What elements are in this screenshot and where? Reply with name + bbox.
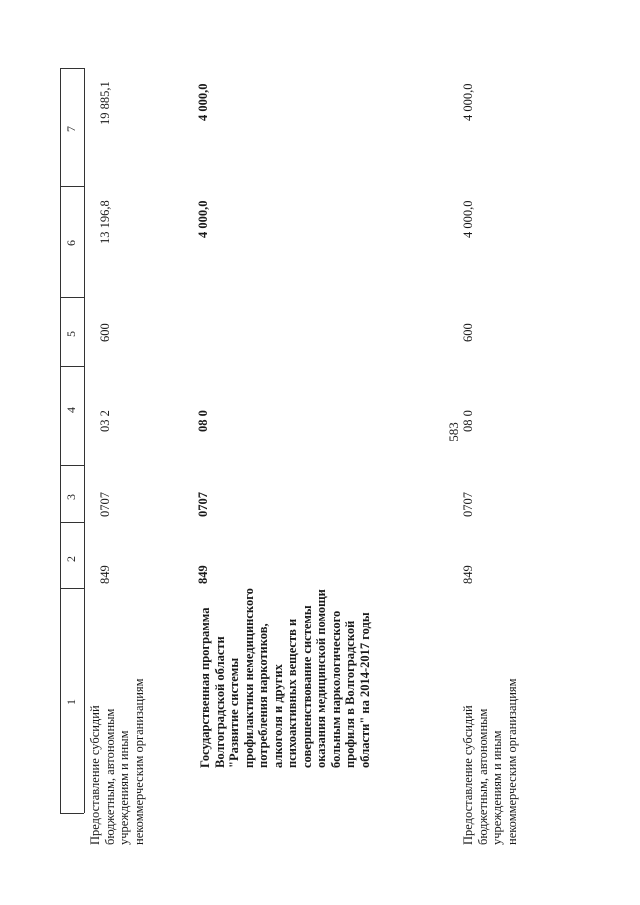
header-sep-5-6 (60, 297, 84, 298)
row-1-col-3: 0707 (98, 492, 112, 517)
row-1-name-line-2: бюджетным, автономным (102, 708, 117, 845)
header-col-6: 6 (64, 240, 78, 246)
row-2-name-line-11: профиля в Волгоградской (343, 620, 357, 768)
row-2-col-3: 0707 (196, 492, 210, 517)
row-1-col-2: 849 (98, 565, 112, 584)
row-2-name (198, 588, 372, 768)
row-2-name-line-9: оказания медицинской помощи (314, 589, 328, 768)
row-2-name-line-3: "Развитие системы (227, 657, 241, 768)
row-3-name-line-1: Предоставление субсидий (461, 705, 475, 845)
row-3-col-4: 08 0 (461, 410, 475, 432)
row-3-name-line-2: бюджетным, автономным (475, 708, 490, 845)
row-3-col-6: 4 000,0 (461, 200, 475, 238)
row-1-col-4: 03 2 (98, 410, 112, 432)
row-3-col-5: 600 (461, 323, 475, 342)
row-1-col-7: 19 885,1 (98, 81, 112, 125)
row-3-col-2: 849 (461, 565, 475, 584)
table-left-border (60, 68, 61, 813)
header-sep-4-5 (60, 366, 84, 367)
row-3-col-3: 0707 (461, 492, 475, 517)
header-col-7: 7 (64, 126, 78, 132)
row-3-col-7: 4 000,0 (461, 83, 475, 121)
header-sep-1-2 (60, 588, 84, 589)
row-2-name-line-6: алкоголя и других (270, 664, 285, 768)
row-2-col-2: 849 (196, 565, 210, 584)
row-2-name-line-5: потребления наркотиков, (256, 623, 270, 768)
table-bottom-border (60, 813, 84, 814)
row-2-name-line-8: совершенствование системы (299, 605, 314, 768)
table-top-border (60, 68, 84, 69)
header-col-2: 2 (64, 556, 78, 562)
row-1-col-5: 600 (98, 323, 112, 342)
row-2-name-line-4: профилактики немедицинского (241, 588, 256, 768)
header-sep-6-7 (60, 186, 84, 187)
header-col-3: 3 (64, 494, 78, 500)
row-1-name (88, 678, 146, 845)
header-sep-2-3 (60, 522, 84, 523)
row-2-name-line-10: больным наркологического (328, 610, 343, 768)
header-col-4: 4 (64, 407, 78, 413)
header-col-1: 1 (64, 699, 78, 705)
row-1-name-line-1: Предоставление субсидий (88, 705, 102, 845)
page-number: 583 (446, 422, 461, 442)
row-3-name-line-3: учреждениям и иным (490, 730, 504, 845)
row-2-col-4: 08 0 (196, 410, 210, 432)
row-1-col-6: 13 196,8 (98, 200, 112, 244)
row-3-name (461, 678, 519, 845)
row-2-name-line-12: области" на 2014-2017 годы (357, 612, 372, 768)
row-1-name-line-3: учреждениям и иным (117, 730, 131, 845)
row-3-name-line-4: некоммерческим организациям (504, 678, 519, 845)
table-header-divider (84, 68, 85, 813)
row-2-name-line-7: психоактивных веществ и (285, 618, 299, 768)
row-2-col-6: 4 000,0 (196, 200, 210, 238)
row-2-col-7: 4 000,0 (196, 83, 210, 121)
header-col-5: 5 (64, 331, 78, 337)
row-2-name-line-1: Государственная программа (198, 607, 212, 768)
row-2-name-line-2: Волгоградской области (212, 636, 227, 768)
header-sep-3-4 (60, 465, 84, 466)
row-1-name-line-4: некоммерческим организациям (131, 678, 146, 845)
